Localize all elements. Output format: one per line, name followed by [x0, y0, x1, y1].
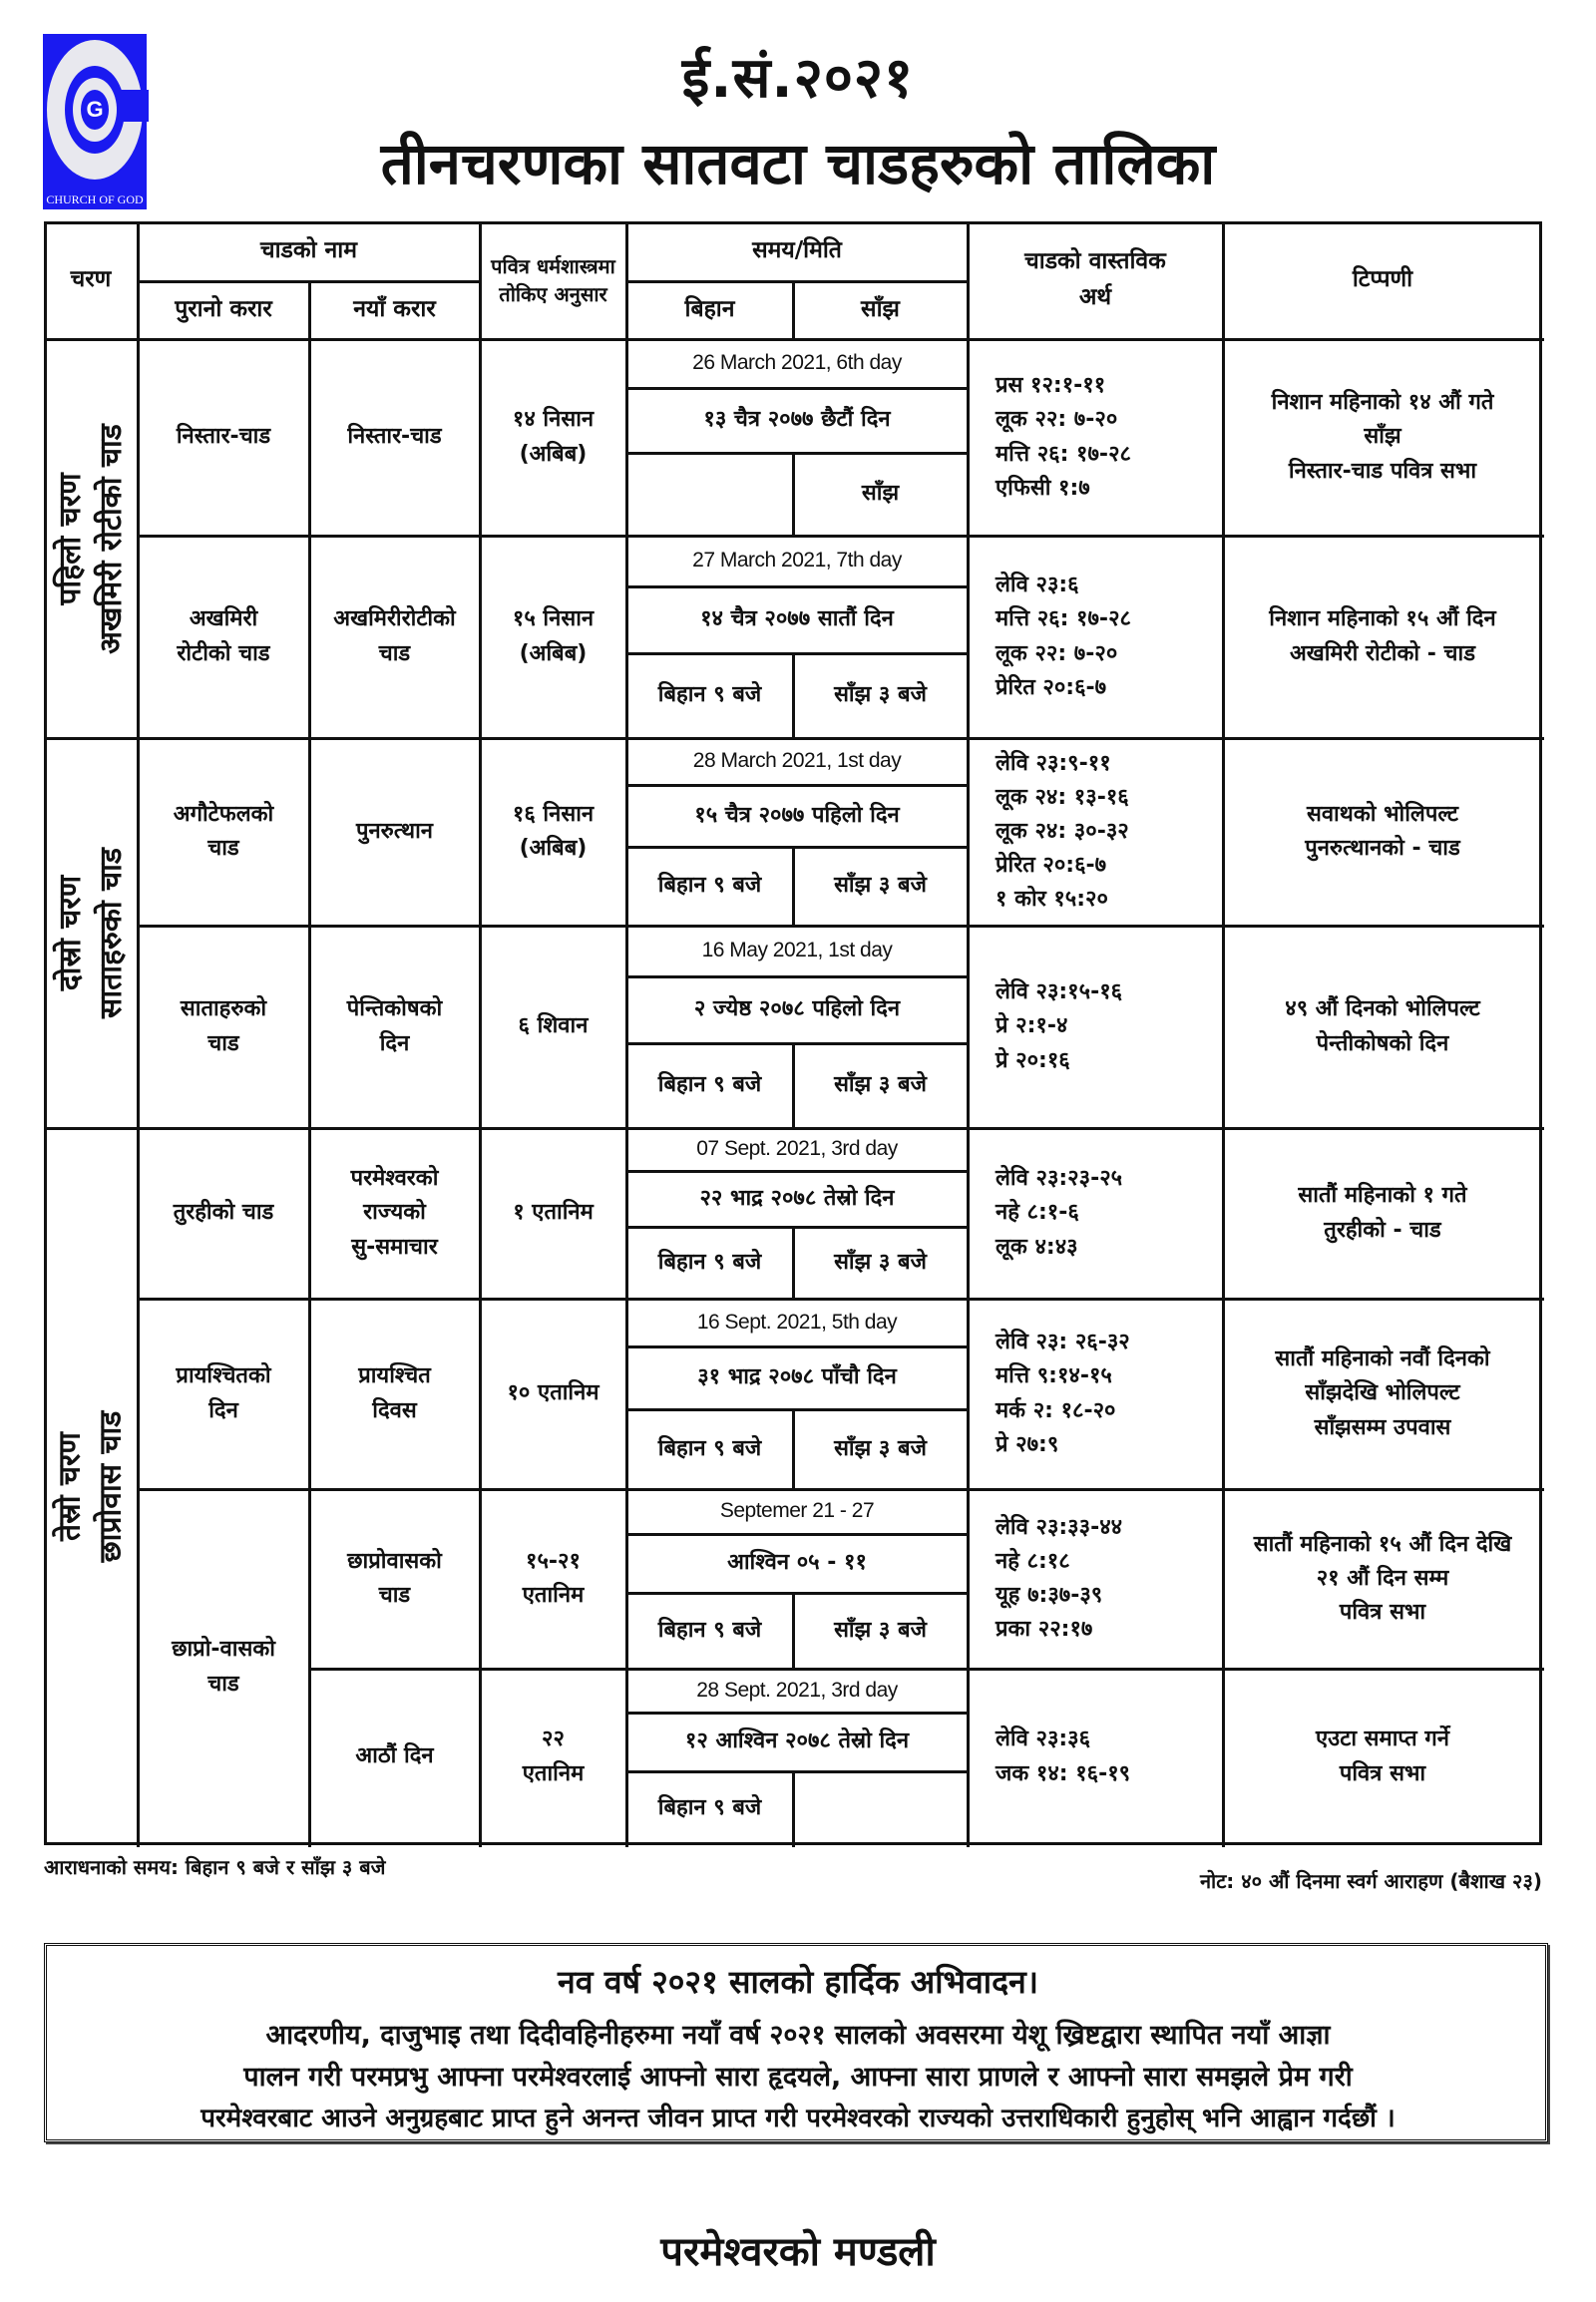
phase-label-line: छाप्रोवास चाड [93, 1410, 128, 1563]
scripture-references-line: प्रस १२:१-११ [996, 373, 1106, 399]
header-scripture-line: पवित्र धर्मशास्त्रमा [491, 254, 615, 278]
remarks [1223, 1489, 1542, 1669]
phase-label-line: तेस्रो चरण [52, 1432, 88, 1541]
header-remarks [1223, 221, 1542, 339]
english-date [626, 1489, 968, 1534]
old-testament-name [138, 738, 309, 926]
english-date [626, 536, 968, 586]
scripture-references-line: लेवि २३: २६-३२ [996, 1330, 1130, 1355]
evening-time-text: साँझ [861, 481, 900, 507]
table-rule [792, 1409, 795, 1491]
morning-time-text: बिहान ९ बजे [657, 1072, 762, 1098]
english-date-text: 16 May 2021, 1st day [701, 939, 893, 962]
scripture-references-line: जक १४: १६-१९ [996, 1760, 1131, 1786]
scripture-date-line: १५ निसान [512, 606, 595, 632]
table-rule [626, 975, 970, 978]
scripture-references-line: लेवि २३:२३-२५ [996, 1166, 1123, 1192]
header-meaning-line: चाडको वास्तविक [1024, 248, 1166, 275]
table-rule [626, 1408, 970, 1411]
header-new-testament-text: नयाँ करार [353, 296, 436, 323]
nepali-date [626, 388, 968, 453]
evening-time [793, 1227, 968, 1299]
remarks-line: २१ औं दिन सम्म [1316, 1565, 1449, 1591]
table-rule [626, 1592, 970, 1595]
scripture-date-line: एतानिम [522, 1583, 585, 1608]
remarks-line: निशान महिनाको १४ औं गते [1271, 390, 1494, 416]
morning-time-text: बिहान ९ बजे [657, 1617, 762, 1643]
old-testament-name [138, 536, 309, 738]
greeting-title: नव वर्ष २०२१ सालको हार्दिक अभिवादन। [558, 1963, 1038, 2001]
new-testament-name-line: प्रायश्चित [358, 1363, 431, 1389]
morning-time [626, 847, 793, 926]
table-rule [626, 280, 970, 283]
new-testament-name-line: पेन्तिकोषको [346, 996, 443, 1022]
header-phase-text: चरण [70, 266, 112, 293]
new-testament-name-line: राज्यको [363, 1200, 426, 1226]
scripture-date [480, 1299, 626, 1489]
new-testament-name [309, 536, 480, 738]
nepali-date-text: १२ आश्विन २०७८ तेस्रो दिन [684, 1728, 910, 1754]
old-testament-name-line: दिन [208, 1397, 238, 1423]
header-phase [44, 221, 138, 339]
remarks-line: सातौं महिनाको १५ औं दिन देखि [1253, 1531, 1512, 1557]
scripture-date [480, 339, 626, 536]
evening-time [793, 653, 968, 738]
scripture-references [968, 1299, 1223, 1489]
new-testament-name-line: सु-समाचार [351, 1234, 438, 1260]
scripture-date [480, 1128, 626, 1299]
new-testament-name-line: आठौं दिन [355, 1743, 434, 1769]
morning-time-text: बिहान ९ बजे [657, 873, 762, 899]
english-date [626, 1669, 968, 1713]
evening-time [793, 847, 968, 926]
table-rule [626, 1226, 970, 1229]
table-rule [626, 1042, 970, 1045]
evening-time-text: साँझ ३ बजे [834, 1249, 927, 1275]
evening-time-text: साँझ ३ बजे [834, 1435, 927, 1461]
table-rule [626, 784, 970, 787]
remarks [1223, 926, 1542, 1128]
new-testament-name-line: दिवस [372, 1397, 417, 1423]
scripture-references [968, 738, 1223, 926]
old-testament-name-line: चाड [207, 836, 239, 861]
morning-time [626, 1771, 793, 1845]
morning-time-text: बिहान ९ बजे [657, 682, 762, 708]
scripture-references-line: १ कोर १५:२० [996, 887, 1108, 913]
table-rule [626, 1712, 970, 1715]
old-testament-name-line: निस्तार-चाड [176, 424, 271, 450]
header-time-date [626, 221, 968, 281]
english-date-text: Septemer 21 - 27 [719, 1499, 875, 1523]
ascension-note: नोट: ४० औं दिनमा स्वर्ग आराहण (बैशाख २३) [1199, 1869, 1542, 1893]
scripture-references-line: प्रेरित २०:६-७ [996, 674, 1107, 700]
old-testament-name [138, 1489, 309, 1845]
old-testament-name [138, 339, 309, 536]
header-old-testament-text: पुरानो करार [175, 296, 272, 323]
scripture-date-line: एतानिम [522, 1760, 585, 1786]
remarks [1223, 339, 1542, 536]
scripture-date-line: १५-२१ [526, 1548, 581, 1574]
nepali-date [626, 586, 968, 653]
remarks-line: एउटा समाप्त गर्ने [1316, 1726, 1449, 1752]
scripture-date-line: (अबिब) [519, 441, 588, 467]
scripture-date-line: १ एतानिम [513, 1200, 594, 1226]
phase-label-line: दोस्रो चरण [52, 875, 88, 991]
scripture-date-line: २२ [542, 1726, 565, 1752]
scripture-date-line: १६ निसान [512, 801, 595, 827]
scripture-references-line: प्रेरित २०:६-७ [996, 853, 1107, 879]
remarks [1223, 536, 1542, 738]
nepali-date-text: २२ भाद्र २०७८ तेस्रो दिन [699, 1185, 895, 1211]
table-rule [626, 1770, 970, 1773]
remarks-line: अखमिरी रोटीको - चाड [1290, 640, 1475, 666]
table-rule [792, 653, 795, 740]
table-rule [626, 1345, 970, 1348]
scripture-date [480, 738, 626, 926]
nepali-date-text: १५ चैत्र २०७७ पहिलो दिन [694, 802, 900, 828]
new-testament-name-line: चाड [378, 640, 411, 666]
old-testament-name-line: प्रायश्चितको [176, 1363, 271, 1389]
nepali-date [626, 1346, 968, 1409]
header-time-date-text: समय/मिति [752, 237, 842, 264]
phase-label [44, 339, 138, 738]
scripture-references [968, 1669, 1223, 1845]
scripture-references [968, 1128, 1223, 1299]
english-date-text: 28 Sept. 2021, 3rd day [696, 1678, 898, 1702]
new-testament-name-line: निस्तार-चाड [347, 424, 442, 450]
table-rule [792, 1227, 795, 1301]
remarks-line: सवाथको भोलिपल्ट [1306, 801, 1459, 827]
english-date [626, 738, 968, 785]
scripture-date-line: (अबिब) [519, 836, 588, 861]
header-old-testament [138, 281, 309, 339]
remarks-line: साँझ [1364, 424, 1401, 450]
phase-label [44, 738, 138, 1128]
new-testament-name-line: पुनरुत्थान [355, 818, 434, 844]
morning-time [626, 1593, 793, 1669]
scripture-references-line: लूक ४:४३ [996, 1234, 1078, 1260]
scripture-date [480, 1669, 626, 1845]
table-rule [792, 1771, 795, 1847]
remarks-line: पेन्तीकोषको दिन [1316, 1030, 1449, 1056]
table-rule [308, 281, 311, 341]
table-rule [792, 1593, 795, 1671]
header-scripture [480, 221, 626, 339]
scripture-references-line: नहे ८:१-६ [996, 1200, 1079, 1226]
greeting-line: परमेश्वरबाट आउने अनुग्रहबाट प्राप्त हुने अनन्त जीवन प्राप्त गरी परमेश्वरको राज्यको उत्तराधिकारी हुनुहोस् भनि आह्वान गर्दछौं । [200, 2104, 1396, 2133]
scripture-references-line: यूह ७:३७-३९ [996, 1583, 1103, 1608]
scripture-references-line: मर्क २: १८-२० [996, 1397, 1116, 1423]
scripture-references-line: एफिसी १:७ [996, 475, 1090, 501]
header-morning-text: बिहान [684, 296, 735, 323]
evening-time-text: साँझ ३ बजे [834, 1072, 927, 1098]
old-testament-name [138, 926, 309, 1128]
header-scripture-line: तोकिए अनुसार [499, 282, 607, 306]
scripture-references-line: प्रे २०:१६ [996, 1047, 1070, 1073]
new-testament-name-line: दिन [379, 1030, 410, 1056]
scripture-references-line: लूक २४: ३०-३२ [996, 818, 1129, 844]
table-rule [626, 1533, 970, 1536]
table-rule [792, 847, 795, 928]
evening-time-text: साँझ ३ बजे [834, 682, 927, 708]
new-testament-name-line: चाड [378, 1583, 411, 1608]
scripture-date-line: १४ निसान [512, 407, 595, 433]
phase-label-line: साताहरुको चाड [93, 848, 129, 1018]
evening-time [793, 453, 968, 536]
scripture-date [480, 1489, 626, 1669]
english-date-text: 27 March 2021, 7th day [692, 549, 902, 573]
nepali-date-text: २ ज्येष्ठ २०७८ पहिलो दिन [693, 996, 901, 1022]
morning-time [626, 1043, 793, 1128]
morning-time-text: बिहान ९ बजे [657, 1794, 762, 1820]
morning-time [626, 1409, 793, 1489]
remarks [1223, 1128, 1542, 1299]
morning-time-text: बिहान ९ बजे [657, 1435, 762, 1461]
table-rule [626, 1170, 970, 1173]
scripture-date [480, 536, 626, 738]
header-meaning [968, 221, 1223, 339]
table-rule [626, 652, 970, 655]
remarks-line: पुनरुत्थानको - चाड [1305, 836, 1460, 861]
new-testament-name [309, 738, 480, 926]
old-testament-name-line: रोटीको चाड [177, 640, 270, 666]
scripture-references-line: लेवि २३:६ [996, 573, 1079, 598]
page-title-year: ई.सं.२०२१ [681, 46, 915, 111]
scripture-date-line: १० एतानिम [507, 1380, 599, 1406]
signature: परमेश्वरको मण्डली [660, 2229, 936, 2275]
greeting-line: पालन गरी परमप्रभु आफ्ना परमेश्वरलाई आफ्नो सारा हृदयले, आफ्ना सारा प्राणले र आफ्नो सारा समझले प्रेम गरी [243, 2062, 1353, 2093]
header-festival-name-text: चाडको नाम [260, 237, 357, 264]
table-rule [792, 1043, 795, 1130]
scripture-references-line: लूक २२: ७-२० [996, 407, 1118, 433]
table-rule [792, 281, 795, 341]
morning-time [626, 653, 793, 738]
scripture-references-line: मत्ति २६: १७-२८ [996, 441, 1131, 467]
remarks-line: तुरहीको - चाड [1324, 1217, 1441, 1243]
remarks-line: ४९ औं दिनको भोलिपल्ट [1285, 996, 1480, 1022]
table-rule [792, 453, 795, 538]
table-rule [626, 452, 970, 455]
worship-time-text: आराधनाको समय: बिहान ९ बजे र साँझ ३ बजे [44, 1855, 386, 1879]
english-date [626, 926, 968, 976]
logo-caption: CHURCH OF GOD [46, 192, 144, 206]
new-testament-name-line: छाप्रोवासको [347, 1548, 442, 1574]
greeting-line: आदरणीय, दाजुभाइ तथा दिदीवहिनीहरुमा नयाँ वर्ष २०२१ सालको अवसरमा येशू ख्रिष्टद्वारा स्थापित नयाँ आज्ञा [265, 2020, 1331, 2051]
scripture-references [968, 1489, 1223, 1669]
scripture-references-line: प्रे २७:९ [996, 1431, 1059, 1457]
scripture-references [968, 926, 1223, 1128]
scripture-references-line: लेवि २३:९-११ [996, 750, 1111, 776]
nepali-date-text: १४ चैत्र २०७७ सातौं दिन [700, 606, 894, 632]
nepali-date [626, 976, 968, 1043]
logo-g-letter: G [81, 90, 109, 130]
new-testament-name [309, 926, 480, 1128]
new-testament-name-line: अखमिरीरोटीको [333, 606, 456, 632]
morning-time [626, 1227, 793, 1299]
evening-time [793, 1771, 968, 1845]
old-testament-name-line: तुरहीको चाड [173, 1200, 274, 1226]
old-testament-name [138, 1299, 309, 1489]
scripture-references-line: लेवि २३:३६ [996, 1726, 1091, 1752]
header-meaning-line: अर्थ [1078, 284, 1112, 310]
evening-time-text: साँझ ३ बजे [834, 873, 927, 899]
header-remarks-text: टिप्पणी [1352, 266, 1413, 293]
scripture-references-line: लूक २२: ७-२० [996, 640, 1118, 666]
nepali-date-text: आश्विन ०५ - ११ [727, 1550, 867, 1576]
header-evening [793, 281, 968, 339]
remarks-line: साँझसम्म उपवास [1314, 1414, 1451, 1440]
evening-time-text: साँझ ३ बजे [834, 1617, 927, 1643]
phase-label-line: पहिलो चरण [52, 472, 88, 605]
nepali-date [626, 1171, 968, 1227]
table-rule [626, 846, 970, 849]
english-date-text: 28 March 2021, 1st day [692, 749, 902, 773]
scripture-date-line: (अबिब) [519, 640, 588, 666]
evening-time [793, 1593, 968, 1669]
remarks [1223, 738, 1542, 926]
old-testament-name-line: छाप्रो-वासको [172, 1637, 275, 1663]
remarks [1223, 1669, 1542, 1845]
morning-time [626, 453, 793, 536]
remarks-line: सातौं महिनाको नवौं दिनको [1275, 1346, 1490, 1372]
scripture-references-line: लेवि २३:३३-४४ [996, 1514, 1123, 1540]
scripture-references [968, 536, 1223, 738]
english-date [626, 1299, 968, 1346]
new-testament-name [309, 1128, 480, 1299]
old-testament-name [138, 1128, 309, 1299]
page-title: तीनचरणका सातवटा चाडहरुको तालिका [380, 130, 1216, 197]
nepali-date [626, 1534, 968, 1593]
remarks-line: निस्तार-चाड पवित्र सभा [1288, 458, 1477, 484]
old-testament-name-line: साताहरुको [180, 996, 267, 1022]
old-testament-name-line: चाड [207, 1671, 239, 1697]
english-date-text: 16 Sept. 2021, 5th day [696, 1310, 898, 1334]
header-festival-name [138, 221, 480, 281]
nepali-date-text: ३१ भाद्र २०७८ पाँचौ दिन [697, 1364, 897, 1390]
english-date-text: 07 Sept. 2021, 3rd day [696, 1137, 898, 1161]
remarks-line: साँझदेखि भोलिपल्ट [1305, 1380, 1460, 1406]
header-morning [626, 281, 793, 339]
remarks-line: पवित्र सभा [1339, 1600, 1426, 1626]
english-date [626, 1128, 968, 1171]
scripture-references [968, 339, 1223, 536]
phase-label [44, 1128, 138, 1845]
nepali-date [626, 1713, 968, 1771]
evening-time [793, 1043, 968, 1128]
old-testament-name-line: अखमिरी [189, 606, 258, 632]
header-new-testament [309, 281, 480, 339]
old-testament-name-line: चाड [207, 1030, 239, 1056]
table-rule [626, 585, 970, 588]
phase-label-line: अखमिरी रोटीको चाड [93, 423, 128, 654]
new-testament-name [309, 1489, 480, 1669]
english-date-text: 26 March 2021, 6th day [692, 351, 902, 375]
scripture-references-line: प्रे २:१-४ [996, 1013, 1068, 1039]
nepali-date [626, 785, 968, 847]
scripture-references-line: लूक २४: १३-१६ [996, 784, 1129, 810]
scripture-references-line: लेवि २३:१५-१६ [996, 979, 1123, 1005]
english-date [626, 339, 968, 388]
remarks-line: सातौं महिनाको १ गते [1298, 1183, 1467, 1209]
header-evening-text: साँझ [861, 296, 900, 323]
new-testament-name [309, 1669, 480, 1845]
new-testament-name [309, 339, 480, 536]
scripture-date-line: ६ शिवान [518, 1013, 589, 1039]
old-testament-name-line: अगौटेफलको [173, 801, 274, 827]
nepali-date-text: १३ चैत्र २०७७ छैटौं दिन [703, 407, 891, 433]
new-testament-name [309, 1299, 480, 1489]
remarks [1223, 1299, 1542, 1489]
scripture-references-line: प्रका २२:१७ [996, 1617, 1093, 1643]
scripture-date [480, 926, 626, 1128]
scripture-references-line: नहे ८:१८ [996, 1548, 1070, 1574]
new-testament-name-line: परमेश्वरको [350, 1166, 439, 1192]
scripture-references-line: मत्ति ९:१४-१५ [996, 1363, 1112, 1389]
table-rule [626, 387, 970, 390]
remarks-line: निशान महिनाको १५ औं दिन [1269, 606, 1496, 632]
evening-time [793, 1409, 968, 1489]
morning-time-text: बिहान ९ बजे [657, 1249, 762, 1275]
remarks-line: पवित्र सभा [1339, 1760, 1426, 1786]
scripture-references-line: मत्ति २६: १७-२८ [996, 606, 1131, 632]
